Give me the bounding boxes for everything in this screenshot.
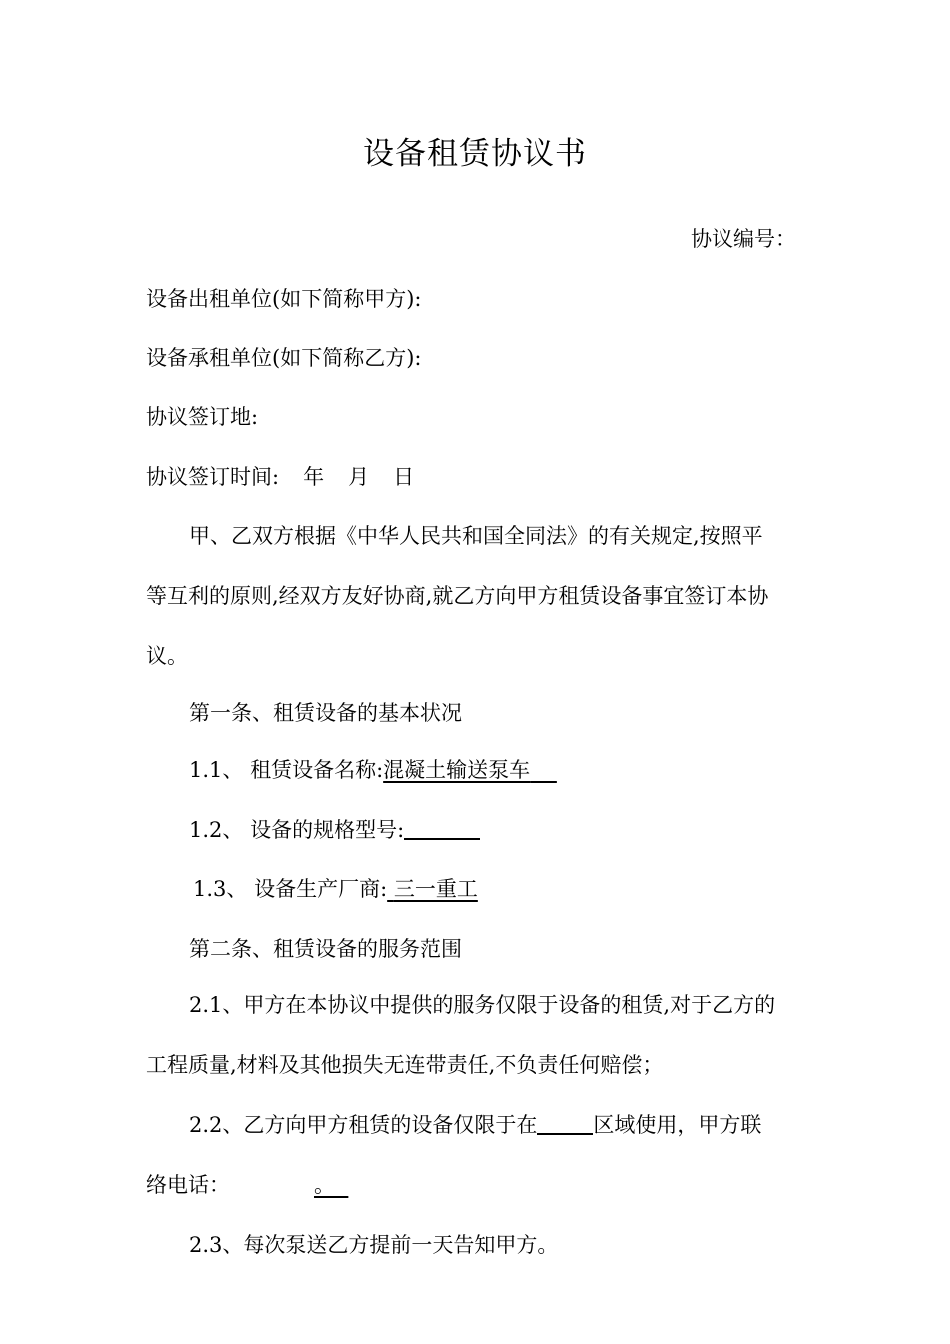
- document-title: 设备租赁协议书: [363, 136, 587, 172]
- article-1-title: 第一条、租赁设备的基本状况: [189, 701, 462, 725]
- item-1-1-label: 1.1、 租赁设备名称:: [189, 758, 384, 782]
- lessee-label: 设备承租单位(如下简称乙方):: [146, 346, 422, 370]
- equipment-name-value: 混凝土输送泵车: [383, 758, 531, 782]
- item-2-3: 2.3、每次泵送乙方提前一天告知甲方。: [189, 1233, 559, 1257]
- intro-paragraph-line-3: 议。: [146, 644, 188, 668]
- phone-label: 络电话：: [146, 1173, 230, 1197]
- sign-month: 月: [348, 465, 370, 489]
- item-2-1-line-1: 2.1、甲方在本协议中提供的服务仅限于设备的租赁,对于乙方的: [189, 993, 776, 1017]
- sign-time-label: 协议签订时间:: [146, 465, 280, 489]
- agreement-number-label: 协议编号：: [691, 227, 796, 251]
- item-2-2-text-b: 区域使用，甲方联: [593, 1113, 762, 1137]
- item-2-2-line-2: [146, 1170, 348, 1200]
- item-1-3-label: 1.3、 设备生产厂商:: [193, 877, 388, 901]
- intro-paragraph-line-1: 甲、乙双方根据《中华人民共和国全同法》的有关规定,按照平: [189, 524, 763, 548]
- article-2-title: 第二条、租赁设备的服务范围: [189, 937, 462, 961]
- phone-blank: 。: [314, 1173, 335, 1197]
- item-1-3: [193, 874, 478, 904]
- sign-place-label: 协议签订地:: [146, 405, 259, 429]
- item-1-2-label: 1.2、 设备的规格型号:: [189, 818, 405, 842]
- item-2-2-text-a: 2.2、乙方向甲方租赁的设备仅限于在: [189, 1113, 538, 1137]
- sign-year: 年: [303, 465, 325, 489]
- region-blank: [537, 1111, 593, 1135]
- sign-day: 日: [393, 465, 415, 489]
- item-2-2-line-1: [189, 1110, 761, 1140]
- intro-paragraph-line-2: 等互利的原则,经双方友好协商,就乙方向甲方租赁设备事宜签订本协: [146, 584, 769, 608]
- sign-time-line: [146, 462, 414, 492]
- lessor-label: 设备出租单位(如下简称甲方):: [146, 287, 422, 311]
- manufacturer-value: 三一重工: [393, 877, 478, 901]
- item-1-2: [189, 815, 480, 845]
- item-1-1: [189, 755, 557, 785]
- model-blank: [404, 816, 480, 840]
- item-2-1-line-2: 工程质量,材料及其他损失无连带责任,不负责任何赔偿；: [146, 1053, 664, 1077]
